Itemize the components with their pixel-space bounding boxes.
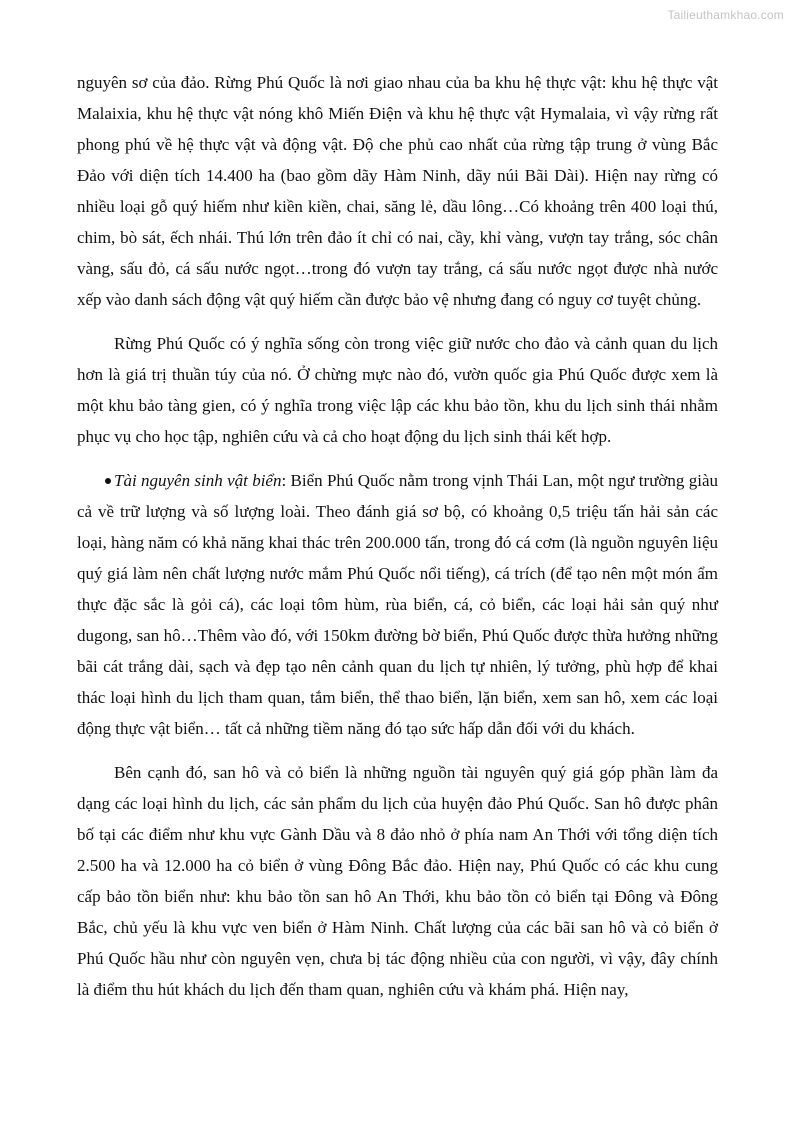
bullet-marine-resources: [77, 465, 718, 744]
paragraph-forest-biodiversity: nguyên sơ của đảo. Rừng Phú Quốc là nơi giao nhau của ba khu hệ thực vật: khu hệ thực vật Malaixia, khu hệ thực vật nóng khô Miến Điện và khu hệ thực vật Hymalaia, vì vậy rừng rất phong phú về hệ thực vật và động vật. Độ che phủ cao nhất của rừng tập trung ở vùng Bắc Đảo với diện tích 14.400 ha (bao gồm dãy Hàm Ninh, dãy núi Bãi Dài). Hiện nay rừng có nhiều loại gỗ quý hiếm như kiền kiền, chai, săng lẻ, dầu lông…Có khoảng trên 400 loại thú, chim, bò sát, ếch nhái. Thú lớn trên đảo ít chỉ có nai, cầy, khỉ vàng, vượn tay trắng, sóc chân vàng, sấu đỏ, cá sấu nước ngọt…trong đó vượn tay trắng, cá sấu nước ngọt được nhà nước xếp vào danh sách động vật quý hiếm cần được bảo vệ nhưng đang có nguy cơ tuyệt chủng.: [77, 73, 718, 309]
bullet-heading: Tài nguyên sinh vật biển: [114, 471, 282, 490]
document-page: [77, 67, 718, 1005]
paragraph-coral-seagrass: Bên cạnh đó, san hô và cỏ biển là những nguồn tài nguyên quý giá góp phần làm đa dạng các loại hình du lịch, các sản phẩm du lịch của huyện đảo Phú Quốc. San hô được phân bố tại các điểm như khu vực Gành Dầu và 8 đảo nhỏ ở phía nam An Thới với tổng diện tích 2.500 ha và 12.000 ha cỏ biển ở vùng Đông Bắc đảo. Hiện nay, Phú Quốc có các khu cung cấp bảo tồn biển như: khu bảo tồn san hô An Thới, khu bảo tồn cỏ biển tại Đông và Đông Bắc, chủ yếu là khu vực ven biển ở Hàm Ninh. Chất lượng của các bãi san hô và cỏ biển ở Phú Quốc hầu như còn nguyên vẹn, chưa bị tác động nhiều của con người, vì vậy, đây chính là điểm thu hút khách du lịch đến tham quan, nghiên cứu và khám phá. Hiện nay,: [77, 763, 718, 999]
bullet-body: : Biển Phú Quốc nằm trong vịnh Thái Lan, một ngư trường giàu cả về trữ lượng và số lượng loài. Theo đánh giá sơ bộ, có khoảng 0,5 triệu tấn hải sản các loại, hàng năm có khả năng khai thác trên 200.000 tấn, trong đó cá cơm (là nguồn nguyên liệu quý giá làm nên chất lượng nước mắm Phú Quốc nổi tiếng), cá trích (để tạo nên một món ẩm thực đặc sắc là gỏi cá), các loại tôm hùm, rùa biển, cá, cỏ biển, các loại hải sản quý như dugong, san hô…Thêm vào đó, với 150km đường bờ biển, Phú Quốc được thừa hưởng những bãi cát trắng dài, sạch và đẹp tạo nên cảnh quan du lịch tự nhiên, lý tưởng, phù hợp để khai thác loại hình du lịch tham quan, tắm biển, thể thao biển, lặn biển, xem san hô, xem các loại động thực vật biển… tất cả những tiềm năng đó tạo sức hấp dẫn đối với du khách.: [77, 471, 718, 738]
bullet-dot-icon: [105, 478, 111, 484]
paragraph-forest-significance: Rừng Phú Quốc có ý nghĩa sống còn trong việc giữ nước cho đảo và cảnh quan du lịch hơn là giá trị thuần túy của nó. Ở chừng mực nào đó, vườn quốc gia Phú Quốc được xem là một khu bảo tàng gien, có ý nghĩa trong việc lập các khu bảo tồn, khu du lịch sinh thái nhằm phục vụ cho học tập, nghiên cứu và cả cho hoạt động du lịch sinh thái kết hợp.: [77, 334, 718, 446]
watermark: Tailieuthamkhao.com: [667, 8, 784, 22]
